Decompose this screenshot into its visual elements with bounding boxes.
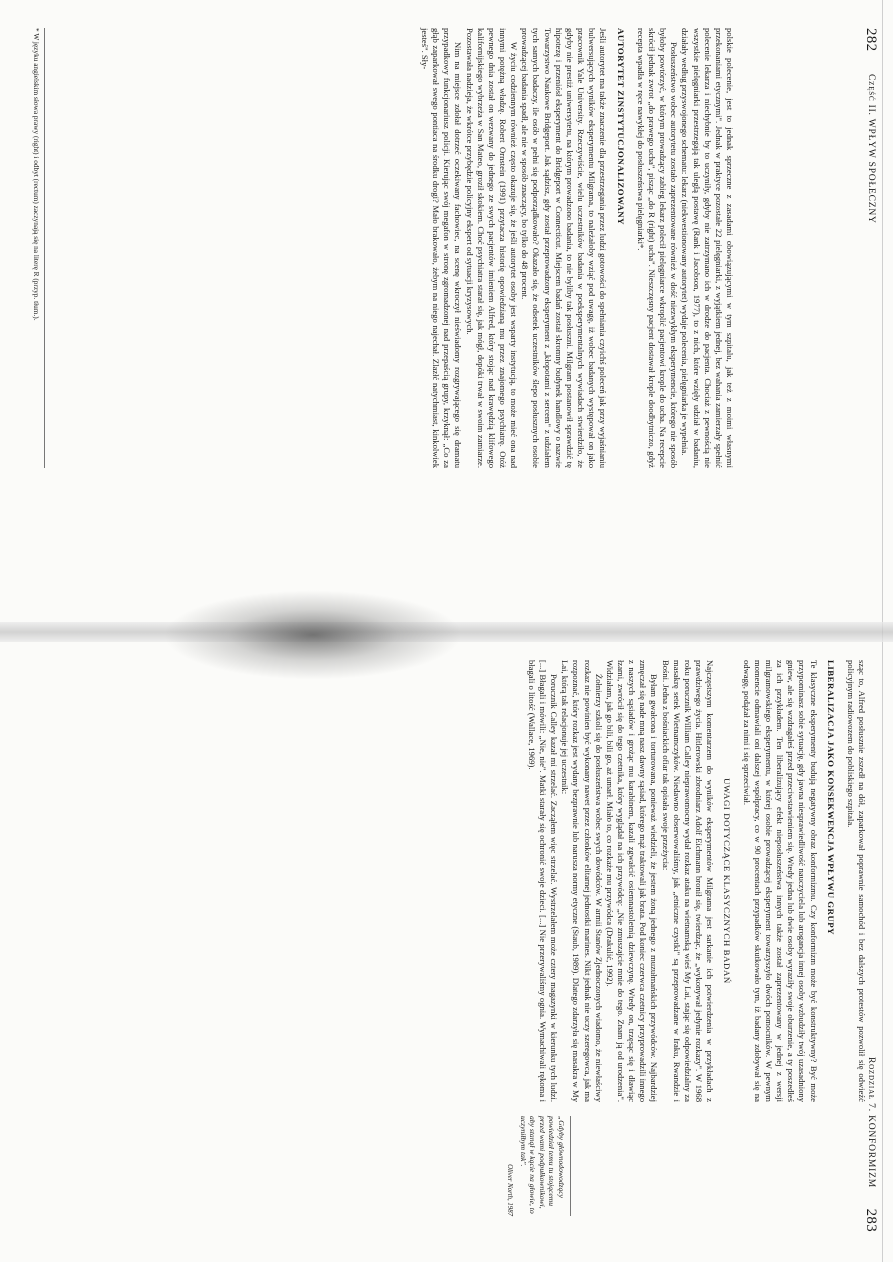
margin-quote-box <box>504 1116 571 1216</box>
paragraph: polskie polecenie, jest to jednak sprzeczne z zasadami obowiązującymi w tym szpitalu, jak też z moimi własnymi przekonaniami etycznymi". Jednak w praktyce pozostałe 22 pielęgniarki, z wyjątkiem jednej, bez wahania zamierzały spełnić polecenie lekarza i niechybnie by to uczyniły, gdyby nie zatrzymano ich w drodze do pacjenta. Chociaż z pewnością nie wszystkie pielęgniarki przestrzegają tak uległą postawę (Rank i Jacobson, 1977), to z nich, które wzięły udział w badaniu, działały według przyswojonego schematu: lekarz (niekwestionowany autorytet) wydaje polecenia, pielęgniarka je wypełnia. <box>680 28 735 468</box>
section-heading: LIBERALIZACJA JAKO KONSEKWENCJA WPŁYWU GRUPY <box>825 660 836 936</box>
left-body-text <box>419 28 735 468</box>
paragraph: Nim na miejsce zdołał dotrzeć oczekiwany fachowiec, na scenę wkroczył nieświadomy rozgrywającego się dramatu przypadkowy funkcjonariusz policji. Kierując swój megafon w stronę zgromadzonej nad przepaścią grupy, krzyknął: „Co za głąb zaparkował swego pontiaca na środku drogi? Mało brakowało, żebym na niego najechał. Zlazłć natychmiast, kinkolwiek jesteś". Sły- <box>419 28 464 468</box>
paragraph: Żołnierzy szkoli się do posłuszeństwa wobec swych dowódców. W armii Stanów Zjednoczonych wiadomo, że niewłaściwy rozkaz nie powinien być wykonany nawet przez członków elitarnej jednostki marines. Nikt jednak nie uczy szeregowca, jak ma rozpoznać, który rozkaz jest wydany bezprawnie lub narusza normy etyczne (Staub, 1989). Dlatego zdarzyła się masakra w My Lai, którą tak relacjonuje jej uczestnik: <box>560 660 604 1102</box>
section-heading: AUTORYTET ZINSTYTUCJONALIZOWANY <box>615 28 626 225</box>
left-page <box>0 0 893 630</box>
paragraph: Jeśli autorytet ma także znaczenie dla przestrzegania przez ludzi gotowości do spełniania czyichś poleceń jak przy wyjaśnianiu bulwersujących wyników eksperymentu Milgrama, to należałoby wziąć pod uwagę, iż wobec badanych występował on jako pracownik Yale University. Rzeczywiście, wielu uczestników badania w poeksperymentalnych wywiadach stwierdziło, że gdyby nie prestiż uniwersytetu, na którym prowadzono badania, to nie byliby tak posłuszni. Milgram postanowił sprawdzić tę hipotezę i przeniósł eksperyment do Bridgeport w Connecticut. Miejscem badań został skromny budynek handlowy o nazwie Towarzystwo Naukowe Bridgeport. Jak sądzisz, gdy został przeprowadzony eksperyment z „kłopotami z sercem" z udziałem tych samych badaczy, ile osób w pełni się podporządkowało? Okazało się, że odsetek uczestników ślepo posłusznych osobie prowadzącej badania spadł, ale nie w sposób znaczący, bo tylko do 48 procent. <box>520 28 609 468</box>
paragraph: Najczęstszym komentarzem do wyników eksperymentów Milgrama jest sarkanie ich potwierdzenia w przykładach z prawdziwego życia. Hitlerowski zbrodniarz Adolf Eichmann bronił się, twierdząc, że „wykonywał jedynie rozkazy". W 1968 roku porucznik William Calley nieprawomocny wydał rozkaz ataku na wietnamską wieś My Lai, stając się odpowiedzialny za masakrę setek Wietnamczyków. Niedawno obserwowaliśmy, jak „etniczne czystki" są przeprowadzane w Iraku, Rwandzie i Bośni. Jedna z bośniackich ofiar tak opisała swoje przeżycia: <box>660 660 716 1102</box>
running-head: Rozdział 7. KONFORMIZM <box>866 1056 876 1188</box>
paragraph: W życiu codziennym również często okazuje się, że jeśli autorytet osoby jest wsparty instytucją, to może mieć ona nad innymi potężną władzę. Robert Ornstein (1991) przytacza historię opowiedzianą mu przez znajomego psychiatrę. Otóż pewnego dnia został on wezwany do jednego ze swych pacjentów imieniem Alfred, który stojąc nad krawędzią klifowego kalifornijskiego wybrzeża w San Mateo, groził skokiem. Choć psychiatra starał się, jak mógł, dopóki trwał w swoim zamiarze. Pozostawała nadzieja, że wkrótce przybędzie policyjny ekspert od sytuacji kryzysowych. <box>464 28 520 468</box>
footnote: * W języku angielskim słowa prawy (right) i odbyt (rectum) zaczynają się na literę R (przyp. tłum.). <box>32 28 45 468</box>
block-quote: Byłam gwałcona i torturowana, ponieważ wiedzieli, że jestem żoną jednego z muzułmańskich przywódców. Najbardziej zmęczał się nade mną nasz dawny sąsiad, którego mąż traktowali jak brata. Pod koniec czerwca czetnicy przyprowadzili innego z naszych sąsiadów i grożąc mu karabinem, kazali zgwałcić osiemnastoletnią dziewczynę. Wtedy on, trzęsąc się i dławiąc łzami, zwrócił się do tego czetnika, który wyglądał na ich przywódcę: „Nie zmuszajcie mnie do tego. Znam ją od urodzenia". Widziałam, jak go bili, bili go, aż umarł. Miało to, co rozkaże mu przywódca (Drakulić, 1992). <box>604 660 660 1102</box>
right-page <box>0 632 893 1262</box>
margin-quote-source: Oliver North, 1987 <box>506 1164 514 1216</box>
page-number: 283 <box>863 1208 879 1232</box>
page-number: 282 <box>863 28 879 52</box>
block-quote: Porucznik Calley kazał mi strzelać. Zacząłem więc strzelać. Wystrzelałem może cztery magazynki w kierunku tych ludzi. [...] Błagali i mówili: „Nie, nie". Matki starały się ochronić swoje dzieci. [...] Nie przerywaliśmy ognia. Wymachiwali rękoma i błagali o litość (Wallace, 1969). <box>526 660 560 1102</box>
section-heading: UWAGI DOTYCZĄCE KLASYCZNYCH BADAŃ <box>722 778 733 984</box>
paragraph: Posłuszeństwo wobec autorytetu zostało zaprezentowane również w dość niezwykłym eksperymencie, którego nie sposób byłoby powtórzyć, w którym prowadzący zabieg lekarz polecił pielęgniarce wkroplić pacjentowi krople do ucha. Na recepcie skrócił jednak zwrot „do prawego ucha", pisząc „do R (right) ucha". Nieszczęsny pacjent dostawał krople doodbytniczo, gdyż recepta wpadła w ręce nawykłej do posłuszeństwa pielęgniarki*. <box>635 28 680 468</box>
running-head: Część II. WPŁYW SPOŁECZNY <box>866 74 876 224</box>
right-body-text <box>526 660 867 1102</box>
margin-quote: „Gdyby głównodowodzący powiedział temu tu stojącemu przed wami podpułkownikowi, aby stanął w kącie na głowie, to uczyniłbym tak". <box>518 1116 571 1216</box>
paragraph: Te klasyczne eksperymenty budują negatywny obraz konformizmu. Czy konformizm może być konstruktywny? Być może przypominasz sobie sytuację, gdy jawna niesprawiedliwość nauczyciela lub arogancja innej osoby wzbudziły twój uzasadniony gniew, ale się wzdragałeś przed przeciwstawieniem się. Wtedy jedna lub dwie osoby wyraziły swoje oburzenie, a ty poszedłeś za ich przykładem. Ten liberalizujący efekt nieposłuszeństwa innych także został zaprezentowany w jednej z wersji milgramowskiego eksperymentu, w której osobie prowadzącej eksperyment towarzyszyło dwóch pomocników. W pewnym momencie odmawiali oni dalszej współpracy, co w 90 procentach przypadków skutkowało tym, iż badany zdobywał się na odwagę, podążał za nimi i się sprzeciwiał. <box>741 660 819 1102</box>
paragraph: sząc to, Alfred posłusznie zszedł na dół, zaparkował poprawnie samochód i bez dalszych protestów pozwolił się odwieźć policyjnym radiowozem do pobliskiego szpitala. <box>845 660 867 1102</box>
